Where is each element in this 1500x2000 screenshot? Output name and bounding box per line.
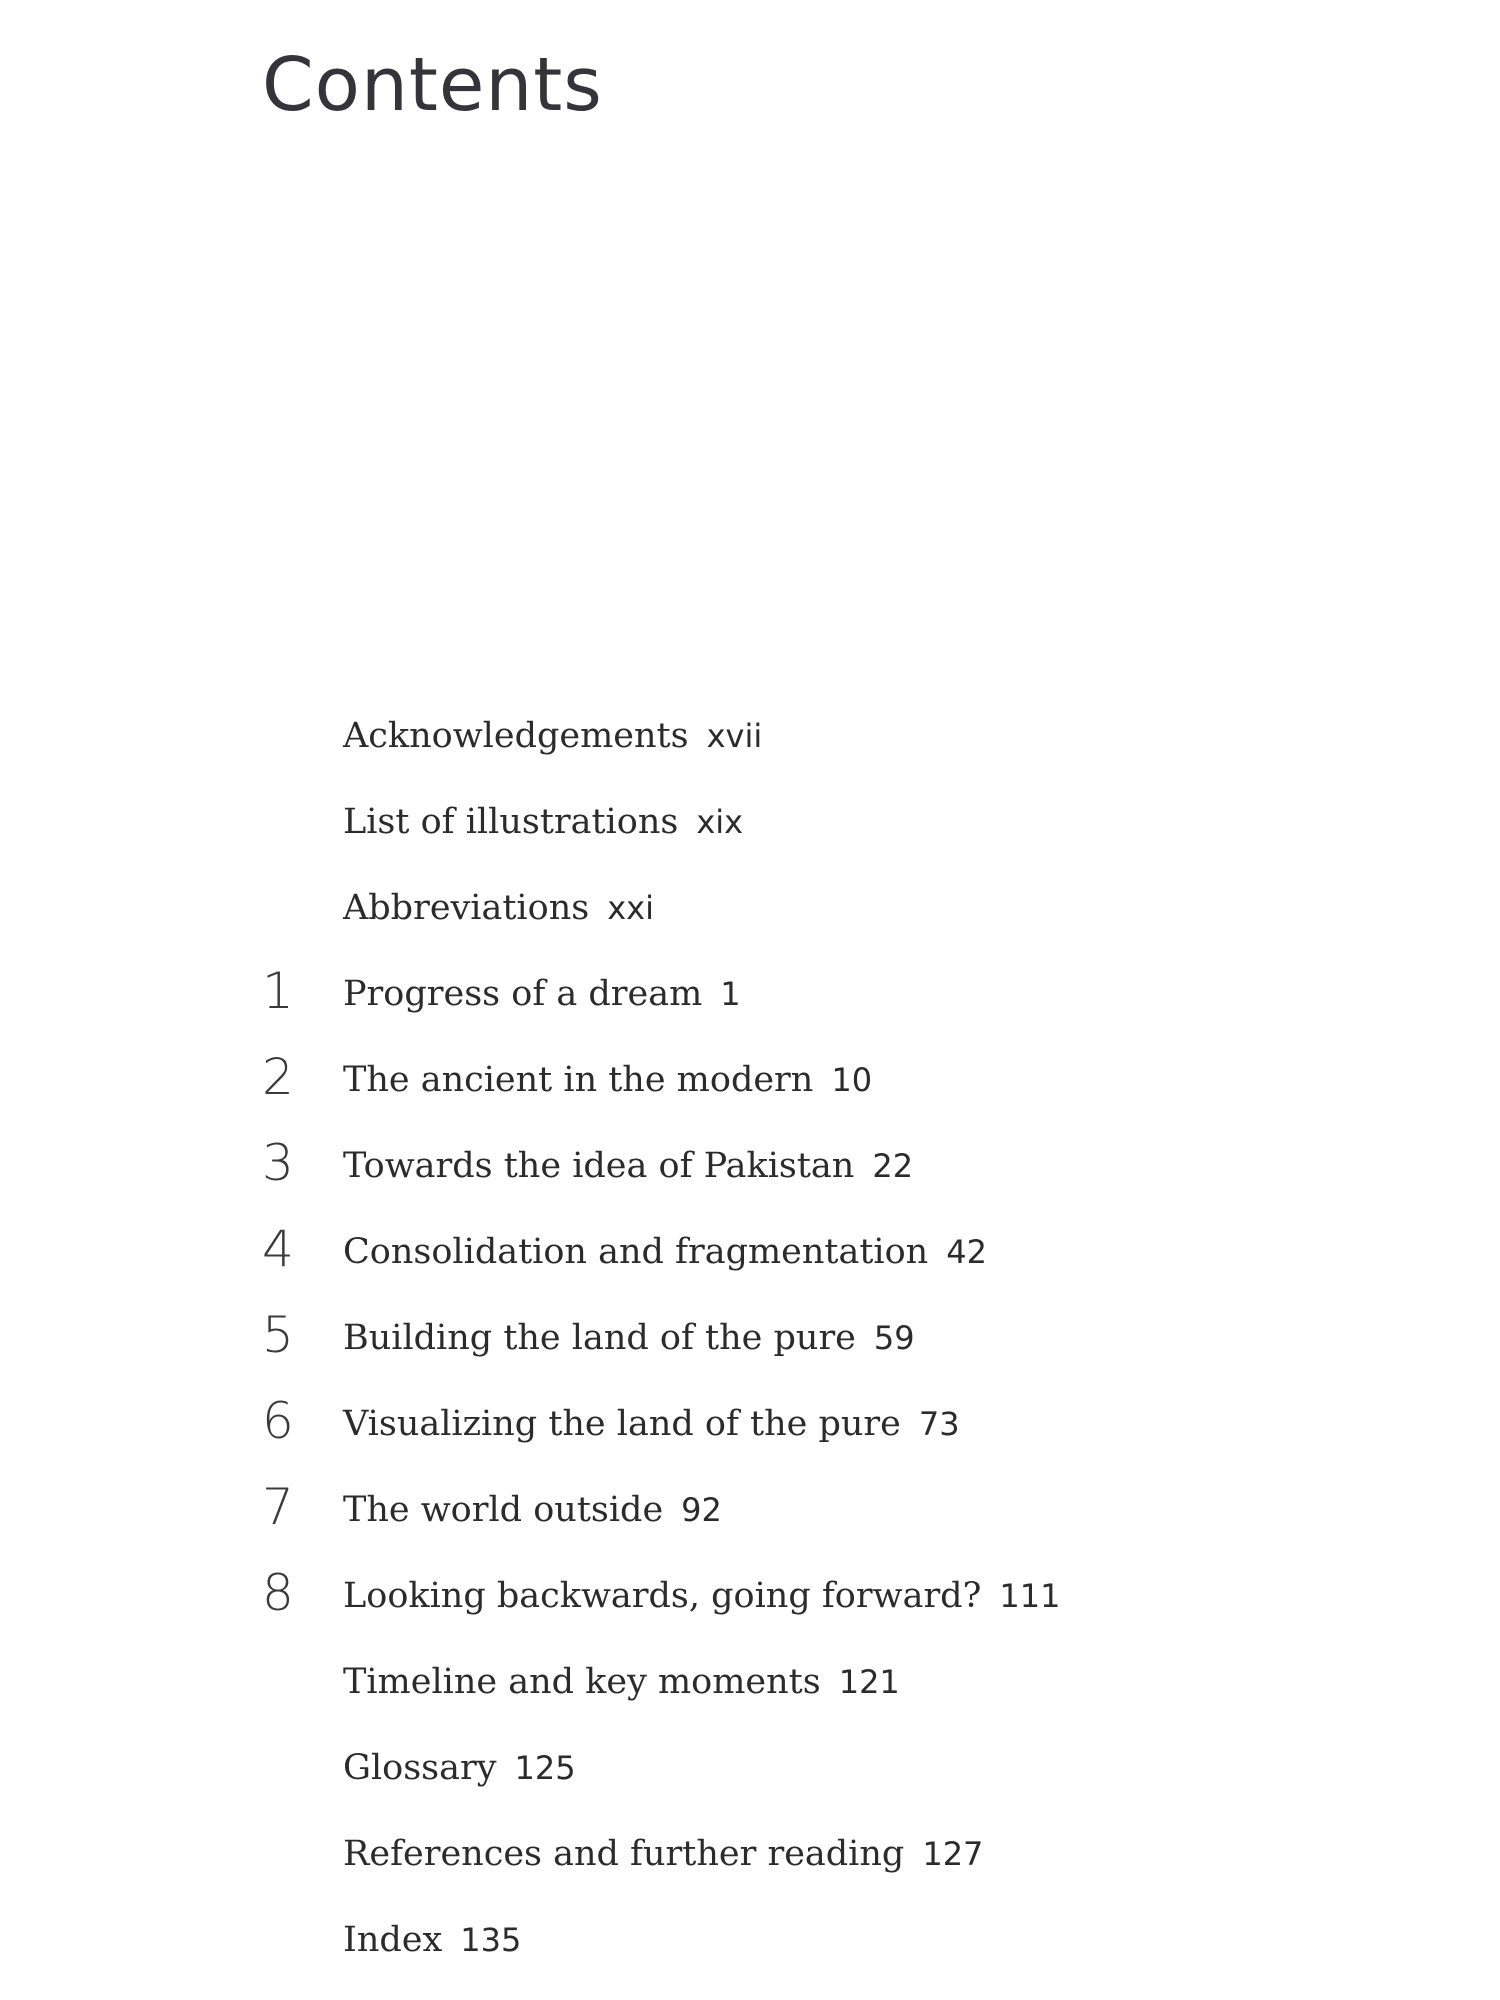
toc-entry[interactable] <box>0 1476 1400 1546</box>
toc-entry-text <box>343 1828 983 1880</box>
toc-entry-text <box>343 796 743 848</box>
entry-title: Index <box>343 1920 443 1960</box>
toc-entry-text <box>343 1398 960 1450</box>
toc-entry[interactable] <box>0 788 1400 858</box>
entry-title: Building the land of the pure <box>343 1318 856 1358</box>
chapter-number: 1 <box>262 962 294 1020</box>
entry-title: Consolidation and fragmentation <box>343 1232 929 1272</box>
entry-title: References and further reading <box>343 1834 905 1874</box>
entry-page-number: 111 <box>999 1577 1061 1615</box>
entry-page-number: 1 <box>720 975 741 1013</box>
entry-page-number: 73 <box>918 1405 960 1443</box>
toc-entry-text <box>343 882 654 934</box>
toc-entry[interactable] <box>0 1648 1400 1718</box>
toc-entry-text <box>343 1570 1060 1622</box>
toc-entry[interactable] <box>0 1390 1400 1460</box>
toc-entry-text <box>343 1140 913 1192</box>
entry-page-number: 42 <box>946 1233 987 1271</box>
entry-title: Acknowledgements <box>343 716 689 756</box>
toc-entry[interactable] <box>0 1304 1400 1374</box>
entry-title: Abbreviations <box>343 888 590 928</box>
entry-title: Glossary <box>343 1748 497 1788</box>
chapter-number: 5 <box>262 1306 294 1364</box>
entry-title: Progress of a dream <box>343 974 703 1014</box>
toc-entry[interactable] <box>0 1820 1400 1890</box>
entry-page-number: 135 <box>460 1921 522 1959</box>
entry-title: The ancient in the modern <box>343 1060 814 1100</box>
entry-title: The world outside <box>343 1490 664 1530</box>
toc-entry-text <box>343 968 741 1020</box>
toc-entry-text <box>343 1656 900 1708</box>
entry-page-number: 127 <box>922 1835 984 1873</box>
entry-page-number: 121 <box>838 1663 900 1701</box>
toc-entry[interactable] <box>0 874 1400 944</box>
entry-title: Looking backwards, going forward? <box>343 1576 982 1616</box>
toc-entry[interactable] <box>0 960 1400 1030</box>
chapter-number: 8 <box>262 1564 294 1622</box>
entry-page-number: 92 <box>681 1491 722 1529</box>
toc-entry[interactable] <box>0 1218 1400 1288</box>
entry-page-number: xxi <box>607 889 654 927</box>
toc-entry-text <box>343 1312 915 1364</box>
chapter-number: 2 <box>262 1048 294 1106</box>
entry-title: List of illustrations <box>343 802 679 842</box>
entry-page-number: 59 <box>873 1319 915 1357</box>
toc-entry-text <box>343 1226 987 1278</box>
entry-title: Towards the idea of Pakistan <box>343 1146 855 1186</box>
entry-title: Visualizing the land of the pure <box>343 1404 901 1444</box>
toc-entry-text <box>343 1742 576 1794</box>
chapter-number: 6 <box>262 1392 294 1450</box>
entry-title: Timeline and key moments <box>343 1662 821 1702</box>
chapter-number: 3 <box>262 1134 294 1192</box>
chapter-number: 4 <box>262 1220 294 1278</box>
toc-entry[interactable] <box>0 702 1400 772</box>
toc-entry[interactable] <box>0 1906 1400 1976</box>
chapter-number: 7 <box>262 1478 294 1536</box>
toc-entry-text <box>343 710 762 762</box>
toc-entry[interactable] <box>0 1734 1400 1804</box>
toc-entry[interactable] <box>0 1046 1400 1116</box>
page-title: Contents <box>262 42 603 128</box>
entry-page-number: xvii <box>706 717 763 755</box>
toc-entry-text <box>343 1914 521 1966</box>
entry-page-number: 22 <box>872 1147 914 1185</box>
entry-page-number: 10 <box>831 1061 873 1099</box>
entry-page-number: 125 <box>514 1749 576 1787</box>
entry-page-number: xix <box>696 803 744 841</box>
toc-entry[interactable] <box>0 1132 1400 1202</box>
toc-entry[interactable] <box>0 1562 1400 1632</box>
toc-entry-text <box>343 1054 872 1106</box>
toc-entry-text <box>343 1484 722 1536</box>
